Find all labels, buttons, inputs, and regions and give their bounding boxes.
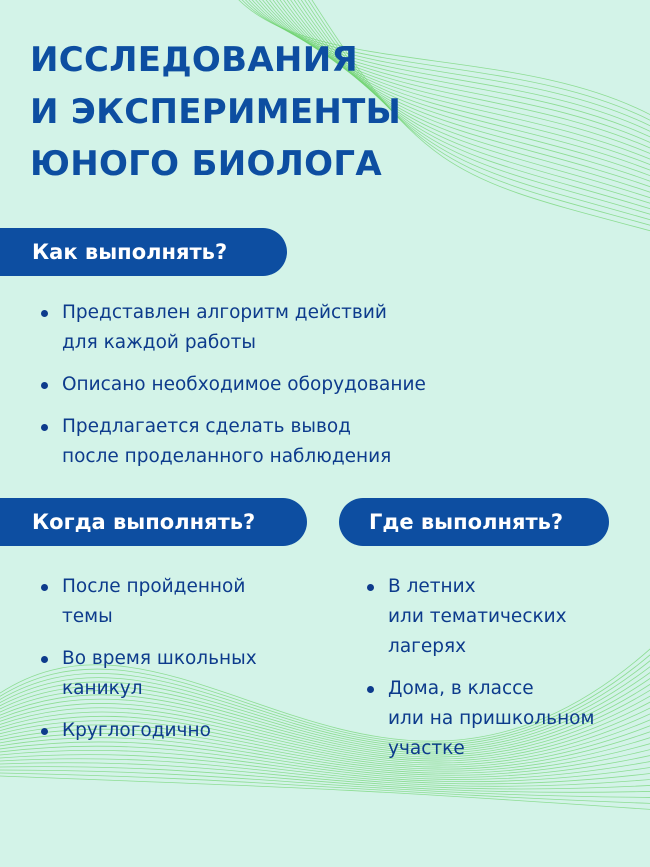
section-heading-where: Где выполнять? <box>339 498 609 546</box>
list-item <box>364 674 644 764</box>
list-item-line: лагерях <box>388 636 467 657</box>
list-item-line: после проделанного наблюдения <box>62 446 392 467</box>
list-item <box>364 572 644 662</box>
list-item <box>38 572 318 632</box>
list-item <box>38 412 598 472</box>
list-item-line: Во время школьных <box>62 648 257 669</box>
list-item <box>38 298 598 358</box>
title-line-2: И ЭКСПЕРИМЕНТЫ <box>30 92 402 132</box>
title-line-3: ЮНОГО БИОЛОГА <box>30 144 382 184</box>
list-item <box>38 370 598 400</box>
list-item-line: участке <box>388 738 465 759</box>
wave-line <box>0 776 650 811</box>
list-item-line: темы <box>62 606 113 627</box>
wave-line <box>0 770 650 798</box>
wave-line <box>0 773 650 804</box>
list-item-line: После пройденной <box>62 576 246 597</box>
list-how <box>38 298 598 472</box>
section-heading-when: Когда выполнять? <box>0 498 307 546</box>
title-line-1: ИССЛЕДОВАНИЯ <box>30 40 358 80</box>
page-title <box>30 34 401 190</box>
list-item-line: В летних <box>388 576 476 597</box>
list-item-line: Предлагается сделать вывод <box>62 416 351 437</box>
list-item-line: или на пришкольном <box>388 708 595 729</box>
list-item-line: Описано необходимое оборудование <box>62 374 426 395</box>
list-item <box>38 716 318 746</box>
list-item <box>38 644 318 704</box>
list-item-line: Круглогодично <box>62 720 211 741</box>
list-item-line: Дома, в классе <box>388 678 534 699</box>
list-when <box>38 572 318 746</box>
section-heading-how: Как выполнять? <box>0 228 287 276</box>
list-where <box>364 572 644 764</box>
list-item-line: каникул <box>62 678 143 699</box>
list-item-line: Представлен алгоритм действий <box>62 302 387 323</box>
list-item-line: для каждой работы <box>62 332 257 353</box>
list-item-line: или тематических <box>388 606 567 627</box>
